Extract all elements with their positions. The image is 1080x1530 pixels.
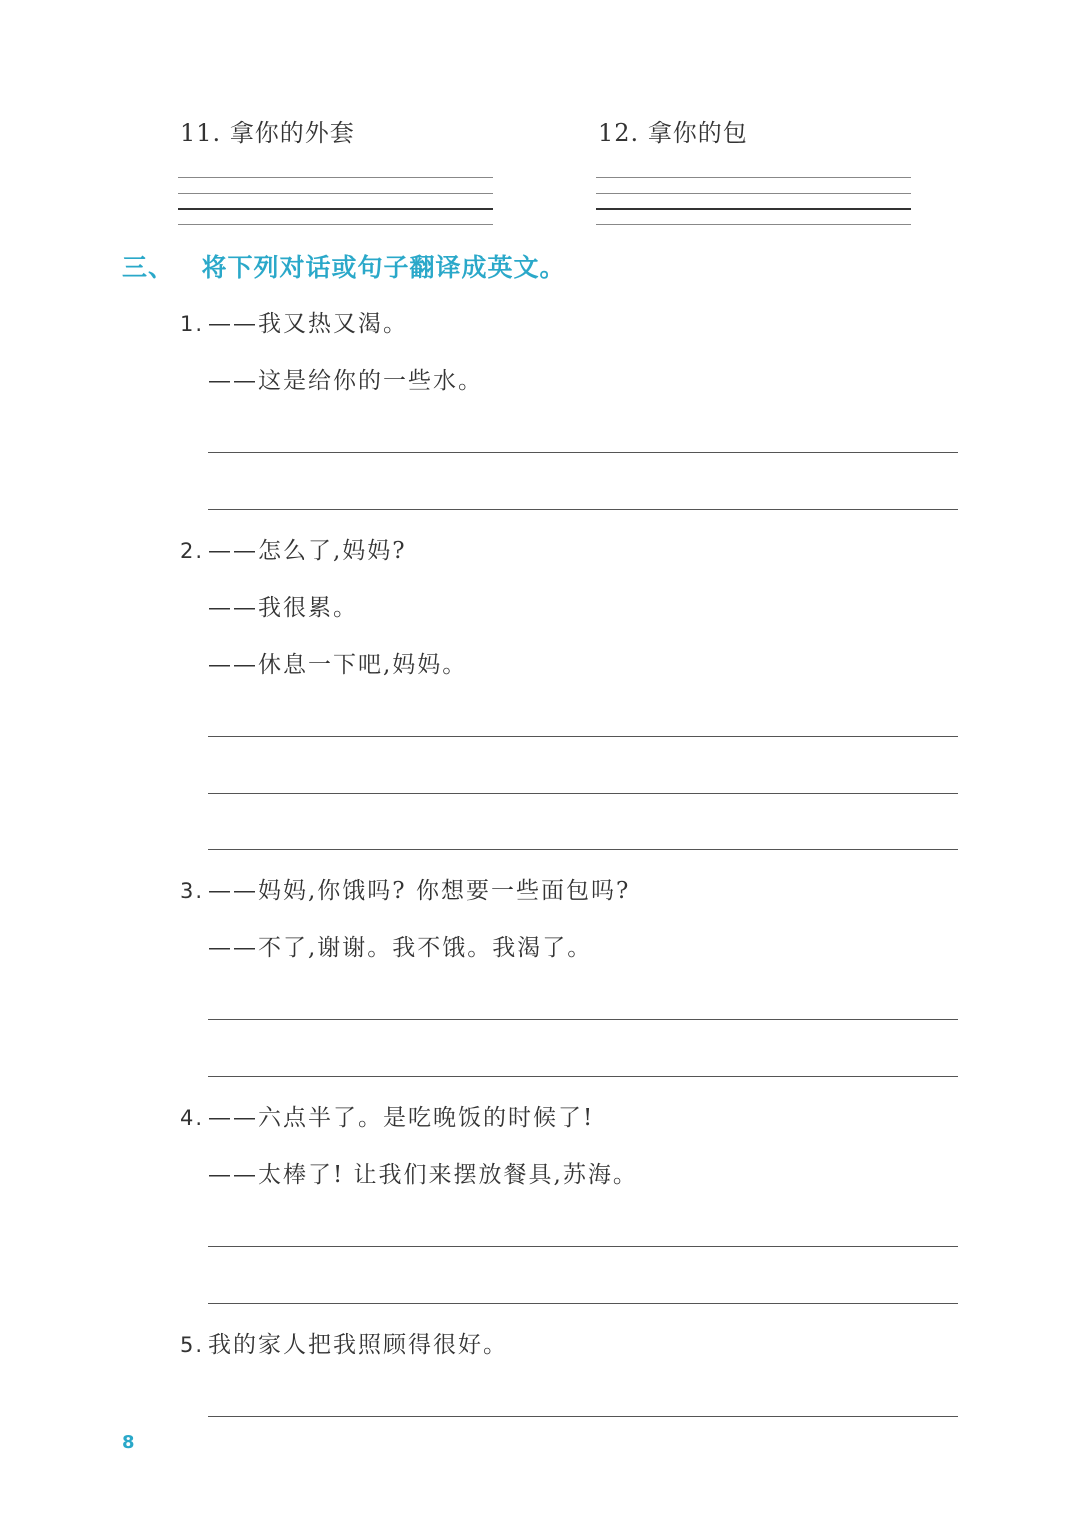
section-title: 将下列对话或句子翻译成英文。	[201, 253, 566, 282]
question-3-line-2: ——不了,谢谢。我不饿。我渴了。	[208, 935, 593, 961]
question-number: 2.	[180, 539, 205, 563]
item-12-title	[598, 118, 748, 148]
question-5	[180, 1330, 204, 1360]
question-5-line-1: 我的家人把我照顾得很好。	[208, 1332, 508, 1358]
question-number: 3.	[180, 879, 205, 903]
answer-line[interactable]	[208, 736, 958, 737]
question-2-line-3: ——休息一下吧,妈妈。	[208, 652, 468, 678]
answer-line[interactable]	[208, 1246, 958, 1247]
item-11-number: 11.	[180, 119, 222, 147]
writing-line	[178, 224, 493, 225]
question-1-line-1: ——我又热又渴。	[208, 311, 408, 337]
writing-line	[596, 177, 911, 178]
item-12-number: 12.	[598, 119, 640, 147]
question-4	[180, 1103, 204, 1133]
question-number: 1.	[180, 312, 205, 336]
question-2-line-1: ——怎么了,妈妈?	[208, 538, 407, 564]
answer-line[interactable]	[208, 1019, 958, 1020]
section-heading	[122, 252, 565, 284]
answer-line[interactable]	[208, 509, 958, 510]
question-3-line-1: ——妈妈,你饿吗? 你想要一些面包吗?	[208, 878, 631, 904]
page-number: 8	[122, 1432, 135, 1453]
writing-line	[178, 177, 493, 178]
writing-line	[596, 224, 911, 225]
answer-line[interactable]	[208, 452, 958, 453]
item-11-text: 拿你的外套	[229, 119, 355, 147]
answer-line[interactable]	[208, 1303, 958, 1304]
answer-line[interactable]	[208, 793, 958, 794]
writing-line	[178, 193, 493, 194]
question-3	[180, 876, 204, 906]
question-2	[180, 536, 204, 566]
question-number: 4.	[180, 1106, 205, 1130]
writing-line-baseline	[596, 208, 911, 210]
writing-line-baseline	[178, 208, 493, 210]
answer-line[interactable]	[208, 849, 958, 850]
item-11-title	[180, 118, 355, 148]
question-4-line-1: ——六点半了。是吃晚饭的时候了!	[208, 1105, 595, 1131]
question-number: 5.	[180, 1333, 205, 1357]
question-4-line-2: ——太棒了! 让我们来摆放餐具,苏海。	[208, 1162, 638, 1188]
question-2-line-2: ——我很累。	[208, 595, 358, 621]
writing-line	[596, 193, 911, 194]
answer-line[interactable]	[208, 1076, 958, 1077]
question-1-line-2: ——这是给你的一些水。	[208, 368, 483, 394]
answer-line[interactable]	[208, 1416, 958, 1417]
item-12-text: 拿你的包	[647, 119, 748, 147]
section-number: 三、	[122, 253, 175, 282]
question-1	[180, 309, 204, 339]
